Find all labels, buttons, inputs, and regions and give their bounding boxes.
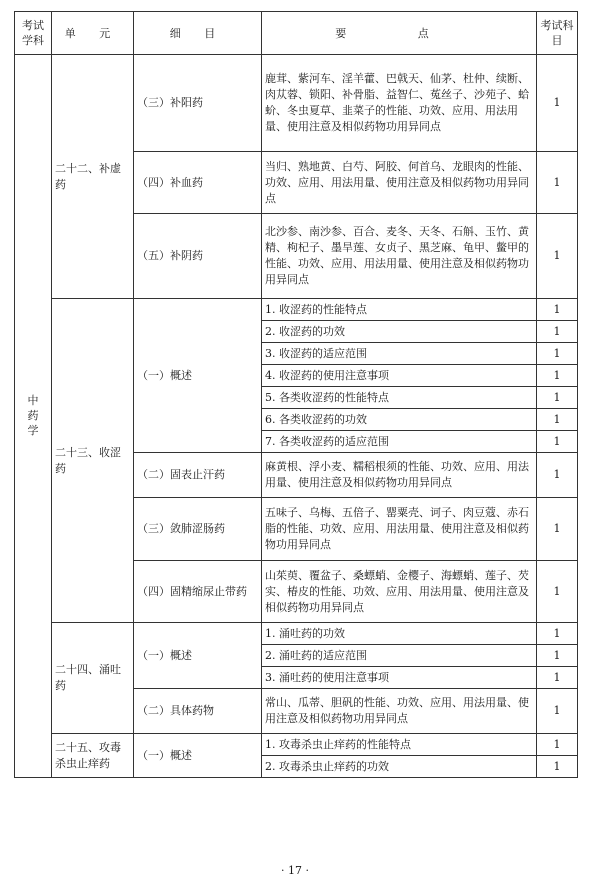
detail-cell: （二）固表止汗药 — [134, 453, 262, 498]
level-cell: 1 — [537, 623, 578, 645]
points-cell: 4. 收涩药的使用注意事项 — [262, 365, 537, 387]
detail-cell: （四）补血药 — [134, 152, 262, 214]
points-cell: 常山、瓜蒂、胆矾的性能、功效、应用、用法用量、使用注意及相似药物功用异同点 — [262, 689, 537, 734]
detail-cell: （二）具体药物 — [134, 689, 262, 734]
header-level: 考试科目 — [537, 12, 578, 55]
level-cell: 1 — [537, 387, 578, 409]
detail-cell: （一）概述 — [134, 299, 262, 453]
points-cell: 鹿茸、紫河车、淫羊藿、巴戟天、仙茅、杜仲、续断、肉苁蓉、锁阳、补骨脂、益智仁、菟丝子、沙苑子、蛤蚧、冬虫夏草、韭菜子的性能、功效、应用、用法用量、使用注意及相似药物功用异同点 — [262, 55, 537, 152]
level-cell: 1 — [537, 498, 578, 561]
level-cell: 1 — [537, 55, 578, 152]
level-cell: 1 — [537, 667, 578, 689]
level-cell: 1 — [537, 365, 578, 387]
level-cell: 1 — [537, 299, 578, 321]
points-cell: 5. 各类收涩药的性能特点 — [262, 387, 537, 409]
points-cell: 2. 攻毒杀虫止痒药的功效 — [262, 756, 537, 778]
table-row — [15, 55, 578, 152]
points-cell: 1. 攻毒杀虫止痒药的性能特点 — [262, 734, 537, 756]
level-cell: 1 — [537, 453, 578, 498]
level-cell: 1 — [537, 321, 578, 343]
table-row — [15, 299, 578, 321]
level-cell: 1 — [537, 343, 578, 365]
points-cell: 2. 涌吐药的适应范围 — [262, 645, 537, 667]
subject-label: 中药学 — [27, 394, 39, 437]
subject-cell — [15, 55, 52, 778]
points-cell: 6. 各类收涩药的功效 — [262, 409, 537, 431]
points-cell: 3. 涌吐药的使用注意事项 — [262, 667, 537, 689]
points-cell: 1. 涌吐药的功效 — [262, 623, 537, 645]
unit-cell-25: 二十五、攻毒杀虫止痒药 — [52, 734, 134, 778]
page-number: · 17 · — [281, 864, 309, 877]
header-unit: 单 元 — [52, 12, 134, 55]
points-cell: 2. 收涩药的功效 — [262, 321, 537, 343]
unit-cell-24: 二十四、涌吐药 — [52, 623, 134, 734]
detail-cell: （三）补阳药 — [134, 55, 262, 152]
level-cell: 1 — [537, 734, 578, 756]
level-cell: 1 — [537, 409, 578, 431]
points-cell: 山茱萸、覆盆子、桑螵蛸、金樱子、海螵蛸、莲子、芡实、椿皮的性能、功效、应用、用法用量、使用注意及相似药物功用异同点 — [262, 561, 537, 623]
unit-cell-23: 二十三、收涩药 — [52, 299, 134, 623]
header-points: 要 点 — [262, 12, 537, 55]
level-cell: 1 — [537, 645, 578, 667]
level-cell: 1 — [537, 561, 578, 623]
detail-cell: （一）概述 — [134, 623, 262, 689]
syllabus-table — [14, 11, 578, 778]
detail-cell: （五）补阴药 — [134, 214, 262, 299]
detail-cell: （四）固精缩尿止带药 — [134, 561, 262, 623]
points-cell: 7. 各类收涩药的适应范围 — [262, 431, 537, 453]
table-row — [15, 623, 578, 645]
header-row — [15, 12, 578, 55]
points-cell: 麻黄根、浮小麦、糯稻根须的性能、功效、应用、用法用量、使用注意及相似药物功用异同点 — [262, 453, 537, 498]
header-subject: 考试学科 — [15, 12, 52, 55]
level-cell: 1 — [537, 214, 578, 299]
points-cell: 3. 收涩药的适应范围 — [262, 343, 537, 365]
level-cell: 1 — [537, 689, 578, 734]
table-row — [15, 734, 578, 756]
points-cell: 北沙参、南沙参、百合、麦冬、天冬、石斛、玉竹、黄精、枸杞子、墨旱莲、女贞子、黑芝麻、龟甲、鳖甲的性能、功效、应用、用法用量、使用注意及相似药物功用异同点 — [262, 214, 537, 299]
points-cell: 五味子、乌梅、五倍子、罂粟壳、诃子、肉豆蔻、赤石脂的性能、功效、应用、用法用量、使用注意及相似药物功用异同点 — [262, 498, 537, 561]
unit-cell-22: 二十二、补虚药 — [52, 55, 134, 299]
level-cell: 1 — [537, 756, 578, 778]
level-cell: 1 — [537, 152, 578, 214]
points-cell: 当归、熟地黄、白芍、阿胶、何首乌、龙眼肉的性能、功效、应用、用法用量、使用注意及相似药物功用异同点 — [262, 152, 537, 214]
detail-cell: （一）概述 — [134, 734, 262, 778]
points-cell: 1. 收涩药的性能特点 — [262, 299, 537, 321]
header-detail: 细 目 — [134, 12, 262, 55]
detail-cell: （三）敛肺涩肠药 — [134, 498, 262, 561]
level-cell: 1 — [537, 431, 578, 453]
